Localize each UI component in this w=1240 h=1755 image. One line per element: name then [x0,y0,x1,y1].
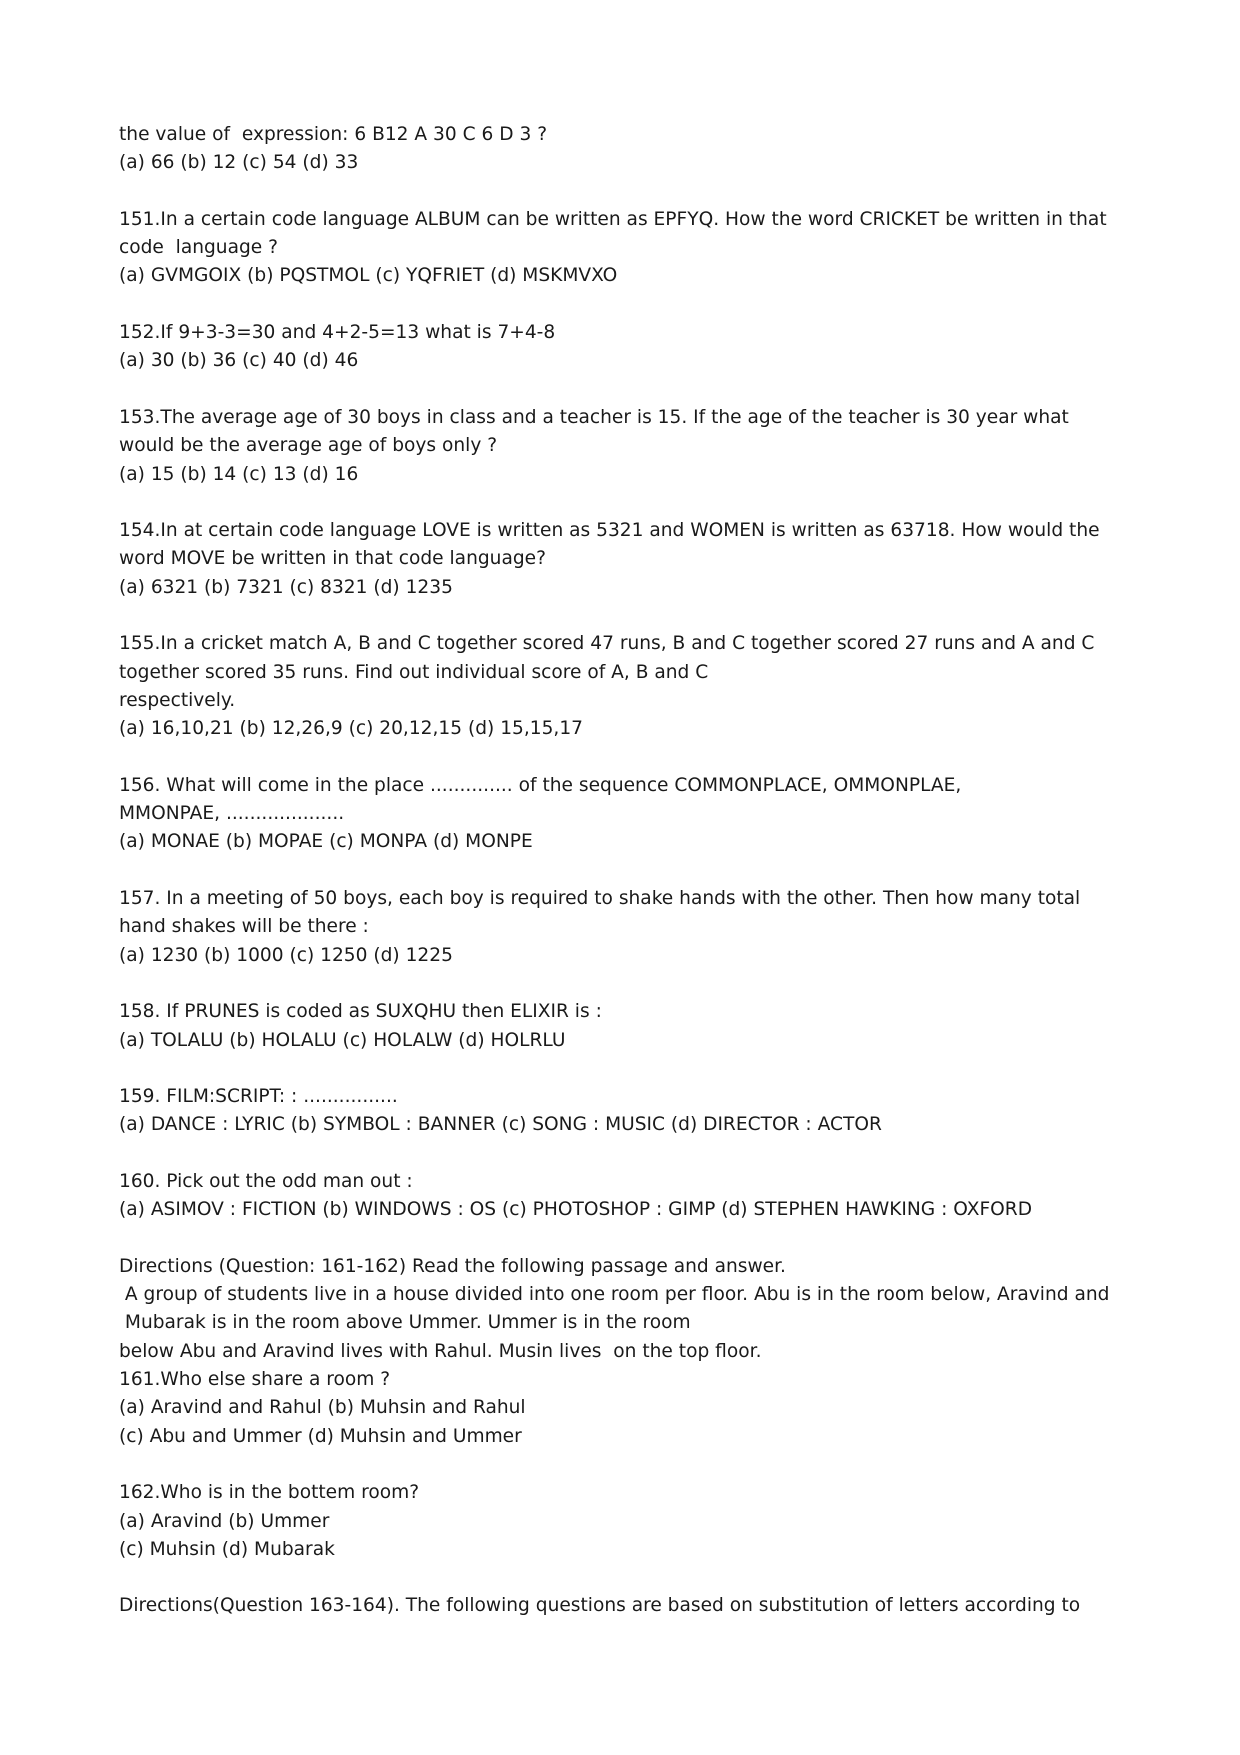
text-line: 151.In a certain code language ALBUM can be written as EPFYQ. How the word CRICKET be written in that [119,208,1107,230]
text-line: word MOVE be written in that code language? [119,548,546,570]
blank-line [119,744,1139,772]
blank-line [119,857,1139,885]
text-line: (a) MONAE (b) MOPAE (c) MONPA (d) MONPE [119,831,533,853]
text-line: 161.Who else share a room ? [119,1369,391,1391]
text-line: MMONPAE, .................... [119,803,345,825]
text-line: hand shakes will be there : [119,916,369,938]
text-line: together scored 35 runs. Find out individual score of A, B and C [119,661,709,683]
text-line: Mubarak is in the room above Ummer. Ummer is in the room [119,1312,691,1334]
text-line: 154.In at certain code language LOVE is written as 5321 and WOMEN is written as 63718. How would the [119,520,1100,542]
blank-line [119,178,1139,206]
text-line: code language ? [119,237,279,259]
text-line: 157. In a meeting of 50 boys, each boy is required to shake hands with the other. Then how many total [119,888,1081,910]
text-line: (a) Aravind and Rahul (b) Muhsin and Rahul [119,1397,526,1419]
text-line: (a) 16,10,21 (b) 12,26,9 (c) 20,12,15 (d) 15,15,17 [119,718,583,740]
text-line: 156. What will come in the place .............. of the sequence COMMONPLACE, OMMONPLAE, [119,774,962,796]
text-line: (a) 30 (b) 36 (c) 40 (d) 46 [119,350,359,372]
text-line: (c) Muhsin (d) Mubarak [119,1538,335,1560]
text-line: (a) Aravind (b) Ummer [119,1510,330,1532]
text-line: 162.Who is in the bottem room? [119,1482,420,1504]
blank-line [119,602,1139,630]
text-line: below Abu and Aravind lives with Rahul. Musin lives on the top floor. [119,1340,762,1362]
blank-line [119,291,1139,319]
text-line: (a) GVMGOIX (b) PQSTMOL (c) YQFRIET (d) MSKMVXO [119,265,618,287]
text-line: 153.The average age of 30 boys in class and a teacher is 15. If the age of the teacher is 30 year what [119,406,1069,428]
text-line: (a) 6321 (b) 7321 (c) 8321 (d) 1235 [119,576,453,598]
text-line: (a) 66 (b) 12 (c) 54 (d) 33 [119,152,359,174]
text-line: (a) TOLALU (b) HOLALU (c) HOLALW (d) HOLRLU [119,1029,566,1051]
text-line: (a) 15 (b) 14 (c) 13 (d) 16 [119,463,359,485]
document-page [119,121,1139,1621]
text-line: 160. Pick out the odd man out : [119,1170,413,1192]
text-line: respectively. [119,689,236,711]
blank-line [119,1055,1139,1083]
text-line: 155.In a cricket match A, B and C together scored 47 runs, B and C together scored 27 runs and A and C [119,633,1095,655]
text-line: 159. FILM:SCRIPT: : ................ [119,1086,398,1108]
text-line: 158. If PRUNES is coded as SUXQHU then ELIXIR is : [119,1001,602,1023]
text-line: (a) DANCE : LYRIC (b) SYMBOL : BANNER (c) SONG : MUSIC (d) DIRECTOR : ACTOR [119,1114,882,1136]
blank-line [119,1451,1139,1479]
text-line: (c) Abu and Ummer (d) Muhsin and Ummer [119,1425,522,1447]
text-line: the value of expression: 6 B12 A 30 C 6 D 3 ? [119,124,548,145]
text-line: Directions (Question: 161-162) Read the following passage and answer. [119,1255,786,1277]
blank-line [119,1140,1139,1168]
blank-line [119,1225,1139,1253]
text-line: Directions(Question 163-164). The following questions are based on substitution of letters according to [119,1595,1081,1617]
blank-line [119,970,1139,998]
text-line: A group of students live in a house divided into one room per floor. Abu is in the room below, Aravind and [119,1284,1110,1306]
text-line: would be the average age of boys only ? [119,435,498,457]
blank-line [119,376,1139,404]
text-line: (a) ASIMOV : FICTION (b) WINDOWS : OS (c) PHOTOSHOP : GIMP (d) STEPHEN HAWKING : OXFORD [119,1199,1033,1221]
text-line: (a) 1230 (b) 1000 (c) 1250 (d) 1225 [119,944,453,966]
text-line: 152.If 9+3-3=30 and 4+2-5=13 what is 7+4-8 [119,322,556,344]
blank-line [119,489,1139,517]
blank-line [119,1564,1139,1592]
